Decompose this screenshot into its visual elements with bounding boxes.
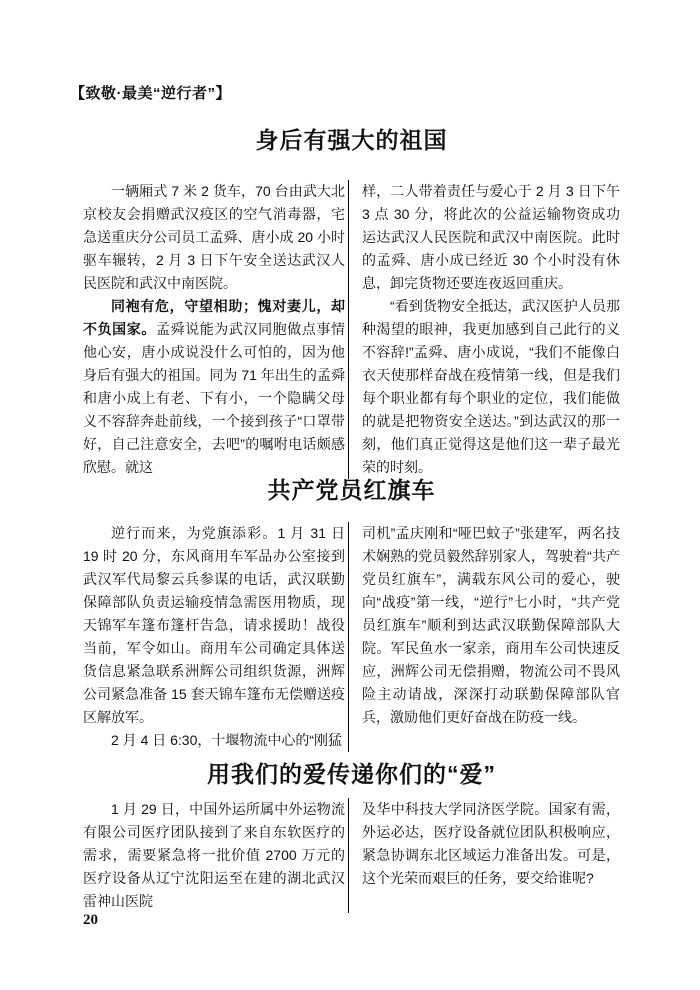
- paragraph: 司机”孟庆刚和“哑巴蚊子”张建军，两名技术娴熟的党员毅然辞别家人，驾驶着“共产党员红旗车”，满载东风公司的爱心，驶向“战疫”第一线，“逆行”七小时，“共产党员红旗车”顺利到达武汉联勤保障部队大院。军民鱼水一家亲，商用车公司快速反应，洲辉公司无偿捐赠，物流公司不畏风险主动请战，深深打动联勤保障部队官兵，激励他们更好奋战在防疫一线。: [362, 525, 620, 725]
- section-3-columns: [83, 798, 620, 913]
- column-divider: [348, 180, 349, 479]
- paragraph-text: 孟舜说能为武汉同胞做点事情他心安，唐小成说没什么可怕的，因为他身后有强大的祖国。同为 71 年出生的孟舜和唐小成上有老、下有小，一个隐瞒父母义不容辞奔赴前线，一个接到孩子“口罩带好，自己注意安全，去吧”的嘱咐电话颇感欣慰。就这: [83, 321, 346, 475]
- page-number: 20: [83, 912, 98, 928]
- paragraph: 及华中科技大学同济医学院。国家有需，外运必达，医疗设备就位团队积极响应，紧急协调东北区域运力准备出发。可是，这个光荣而艰巨的任务，要交给谁呢?: [362, 801, 620, 886]
- section-1-right-column: [362, 180, 620, 479]
- section-2-columns: [83, 522, 620, 752]
- section-2-left-column: [83, 522, 345, 752]
- section-3-left-column: [83, 798, 345, 913]
- paragraph: 逆行而来，为党旗添彩。1 月 31 日 19 时 20 分，东风商用车军品办公室接到武汉军代局黎云兵参谋的电话，武汉联勤保障部队负责运输疫情急需医用物质，现天锦军车篷布篷杆告急，请求援助！战役当前，军令如山。商用车公司确定具体送货信息紧急联系洲辉公司组织货源，洲辉公司紧急准备 15 套天锦车篷布无偿赠送疫区解放军。: [83, 525, 345, 725]
- section-2-right-column: [362, 522, 620, 752]
- paragraph: 样，二人带着责任与爱心于 2 月 3 日下午 3 点 30 分，将此次的公益运输物资成功运达武汉人民医院和武汉中南医院。此时的孟舜、唐小成已经近 30 个小时没有休息，卸完货物还要连夜返回重庆。: [362, 183, 620, 291]
- paragraph: “看到货物安全抵达，武汉医护人员那种渴望的眼神，我更加感到自己此行的义不容辞!”孟舜、唐小成说，“我们不能像白衣天使那样奋战在疫情第一线，但是我们每个职业都有每个职业的定位，我们能做的就是把物资安全送达。”到达武汉的那一刻，他们真正觉得这是他们这一辈子最光荣的时刻。: [362, 298, 620, 475]
- section-3-right-column: [362, 798, 620, 913]
- section-2-title: 共产党员红旗车: [267, 477, 436, 503]
- column-header-tag: 【致敬·最美“逆行者”】: [70, 85, 231, 102]
- section-1-columns: [83, 180, 620, 479]
- paragraph: 2 月 4 日 6:30，十堰物流中心的“刚猛: [111, 732, 343, 748]
- section-1-left-column: [83, 180, 345, 479]
- bold-lead-text: 同袍有危，守望相助；愧对妻儿，却不负国家。: [83, 298, 345, 337]
- paragraph: 1 月 29 日，中国外运所属中外运物流有限公司医疗团队接到了来自东软医疗的需求，需要紧急将一批价值 2700 万元的医疗设备从辽宁沈阳运至在建的湖北武汉雷神山医院: [83, 801, 345, 909]
- section-1-title: 身后有强大的祖国: [255, 127, 448, 153]
- section-3-title: 用我们的爱传递你们的“爱”: [207, 761, 496, 787]
- column-divider: [348, 522, 349, 752]
- paragraph: 一辆厢式 7 米 2 货车，70 台由武大北京校友会捐赠武汉疫区的空气消毒器，宅急送重庆分公司员工孟舜、唐小成 20 小时驱车辗转，2 月 3 日下午安全送达武汉人民医院和武汉中南医院。: [83, 183, 345, 291]
- column-divider: [348, 798, 349, 913]
- paragraph: [83, 295, 345, 479]
